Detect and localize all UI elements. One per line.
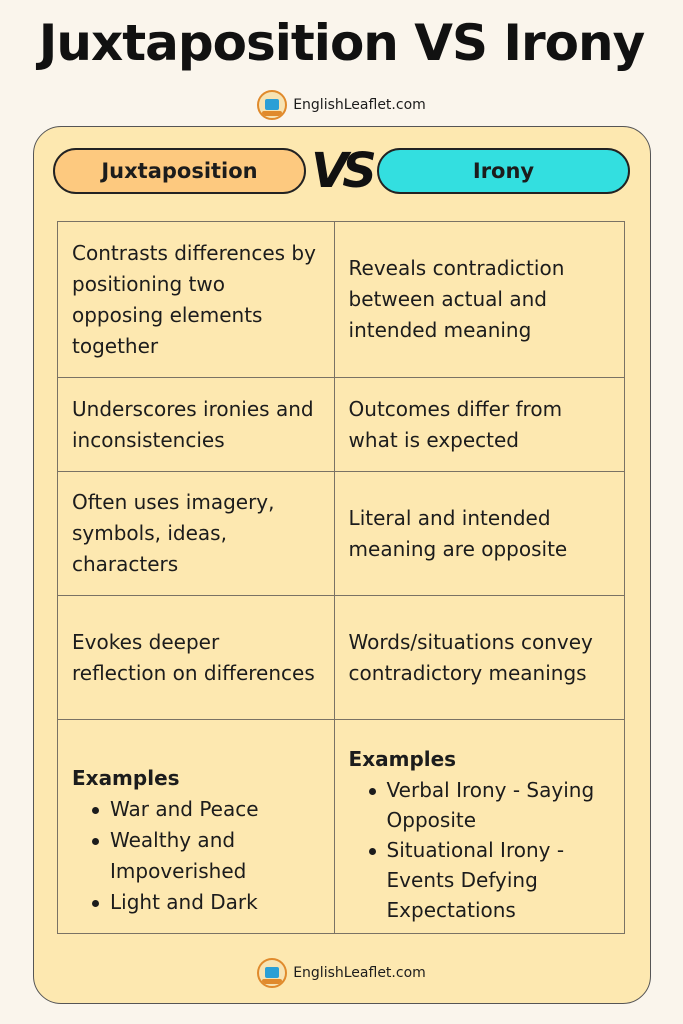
- list-item: Situational Irony - Events Defying Expectations: [367, 835, 610, 925]
- irony-cell: Words/situations convey contradictory meanings: [334, 596, 624, 720]
- juxtaposition-header: Juxtaposition: [53, 148, 306, 194]
- examples-heading: Examples: [72, 766, 180, 790]
- irony-header: Irony: [377, 148, 630, 194]
- juxtaposition-cell: Often uses imagery, symbols, ideas, characters: [58, 472, 335, 596]
- irony-examples: [334, 720, 624, 934]
- leaflet-logo-icon: [257, 958, 287, 988]
- table-row: [58, 596, 625, 720]
- list-item: War and Peace: [90, 794, 320, 825]
- list-item: Light and Dark: [90, 887, 320, 918]
- examples-heading: Examples: [348, 747, 457, 771]
- examples-list: [367, 775, 610, 925]
- leaflet-logo-icon: [257, 90, 287, 120]
- list-item: Wealthy and Impoverished: [90, 825, 320, 887]
- brand-bottom[interactable]: [0, 958, 683, 988]
- brand-name: EnglishLeaflet.com: [293, 965, 426, 981]
- brand-top[interactable]: [0, 90, 683, 120]
- table-row: [58, 472, 625, 596]
- juxtaposition-cell: Evokes deeper reflection on differences: [58, 596, 335, 720]
- vs-label: VS: [311, 143, 371, 199]
- page-title: Juxtaposition VS Irony: [38, 14, 645, 72]
- irony-cell: Reveals contradiction between actual and intended meaning: [334, 222, 624, 378]
- juxtaposition-cell: Contrasts differences by positioning two opposing elements together: [58, 222, 335, 378]
- juxtaposition-examples: [58, 720, 335, 934]
- brand-name: EnglishLeaflet.com: [293, 97, 426, 113]
- examples-row: [58, 720, 625, 934]
- examples-list: [90, 794, 320, 918]
- table-row: [58, 222, 625, 378]
- list-item: Verbal Irony - Saying Opposite: [367, 775, 610, 835]
- irony-cell: Outcomes differ from what is expected: [334, 378, 624, 472]
- juxtaposition-cell: Underscores ironies and inconsistencies: [58, 378, 335, 472]
- table-row: [58, 378, 625, 472]
- irony-cell: Literal and intended meaning are opposite: [334, 472, 624, 596]
- comparison-table: [57, 221, 625, 934]
